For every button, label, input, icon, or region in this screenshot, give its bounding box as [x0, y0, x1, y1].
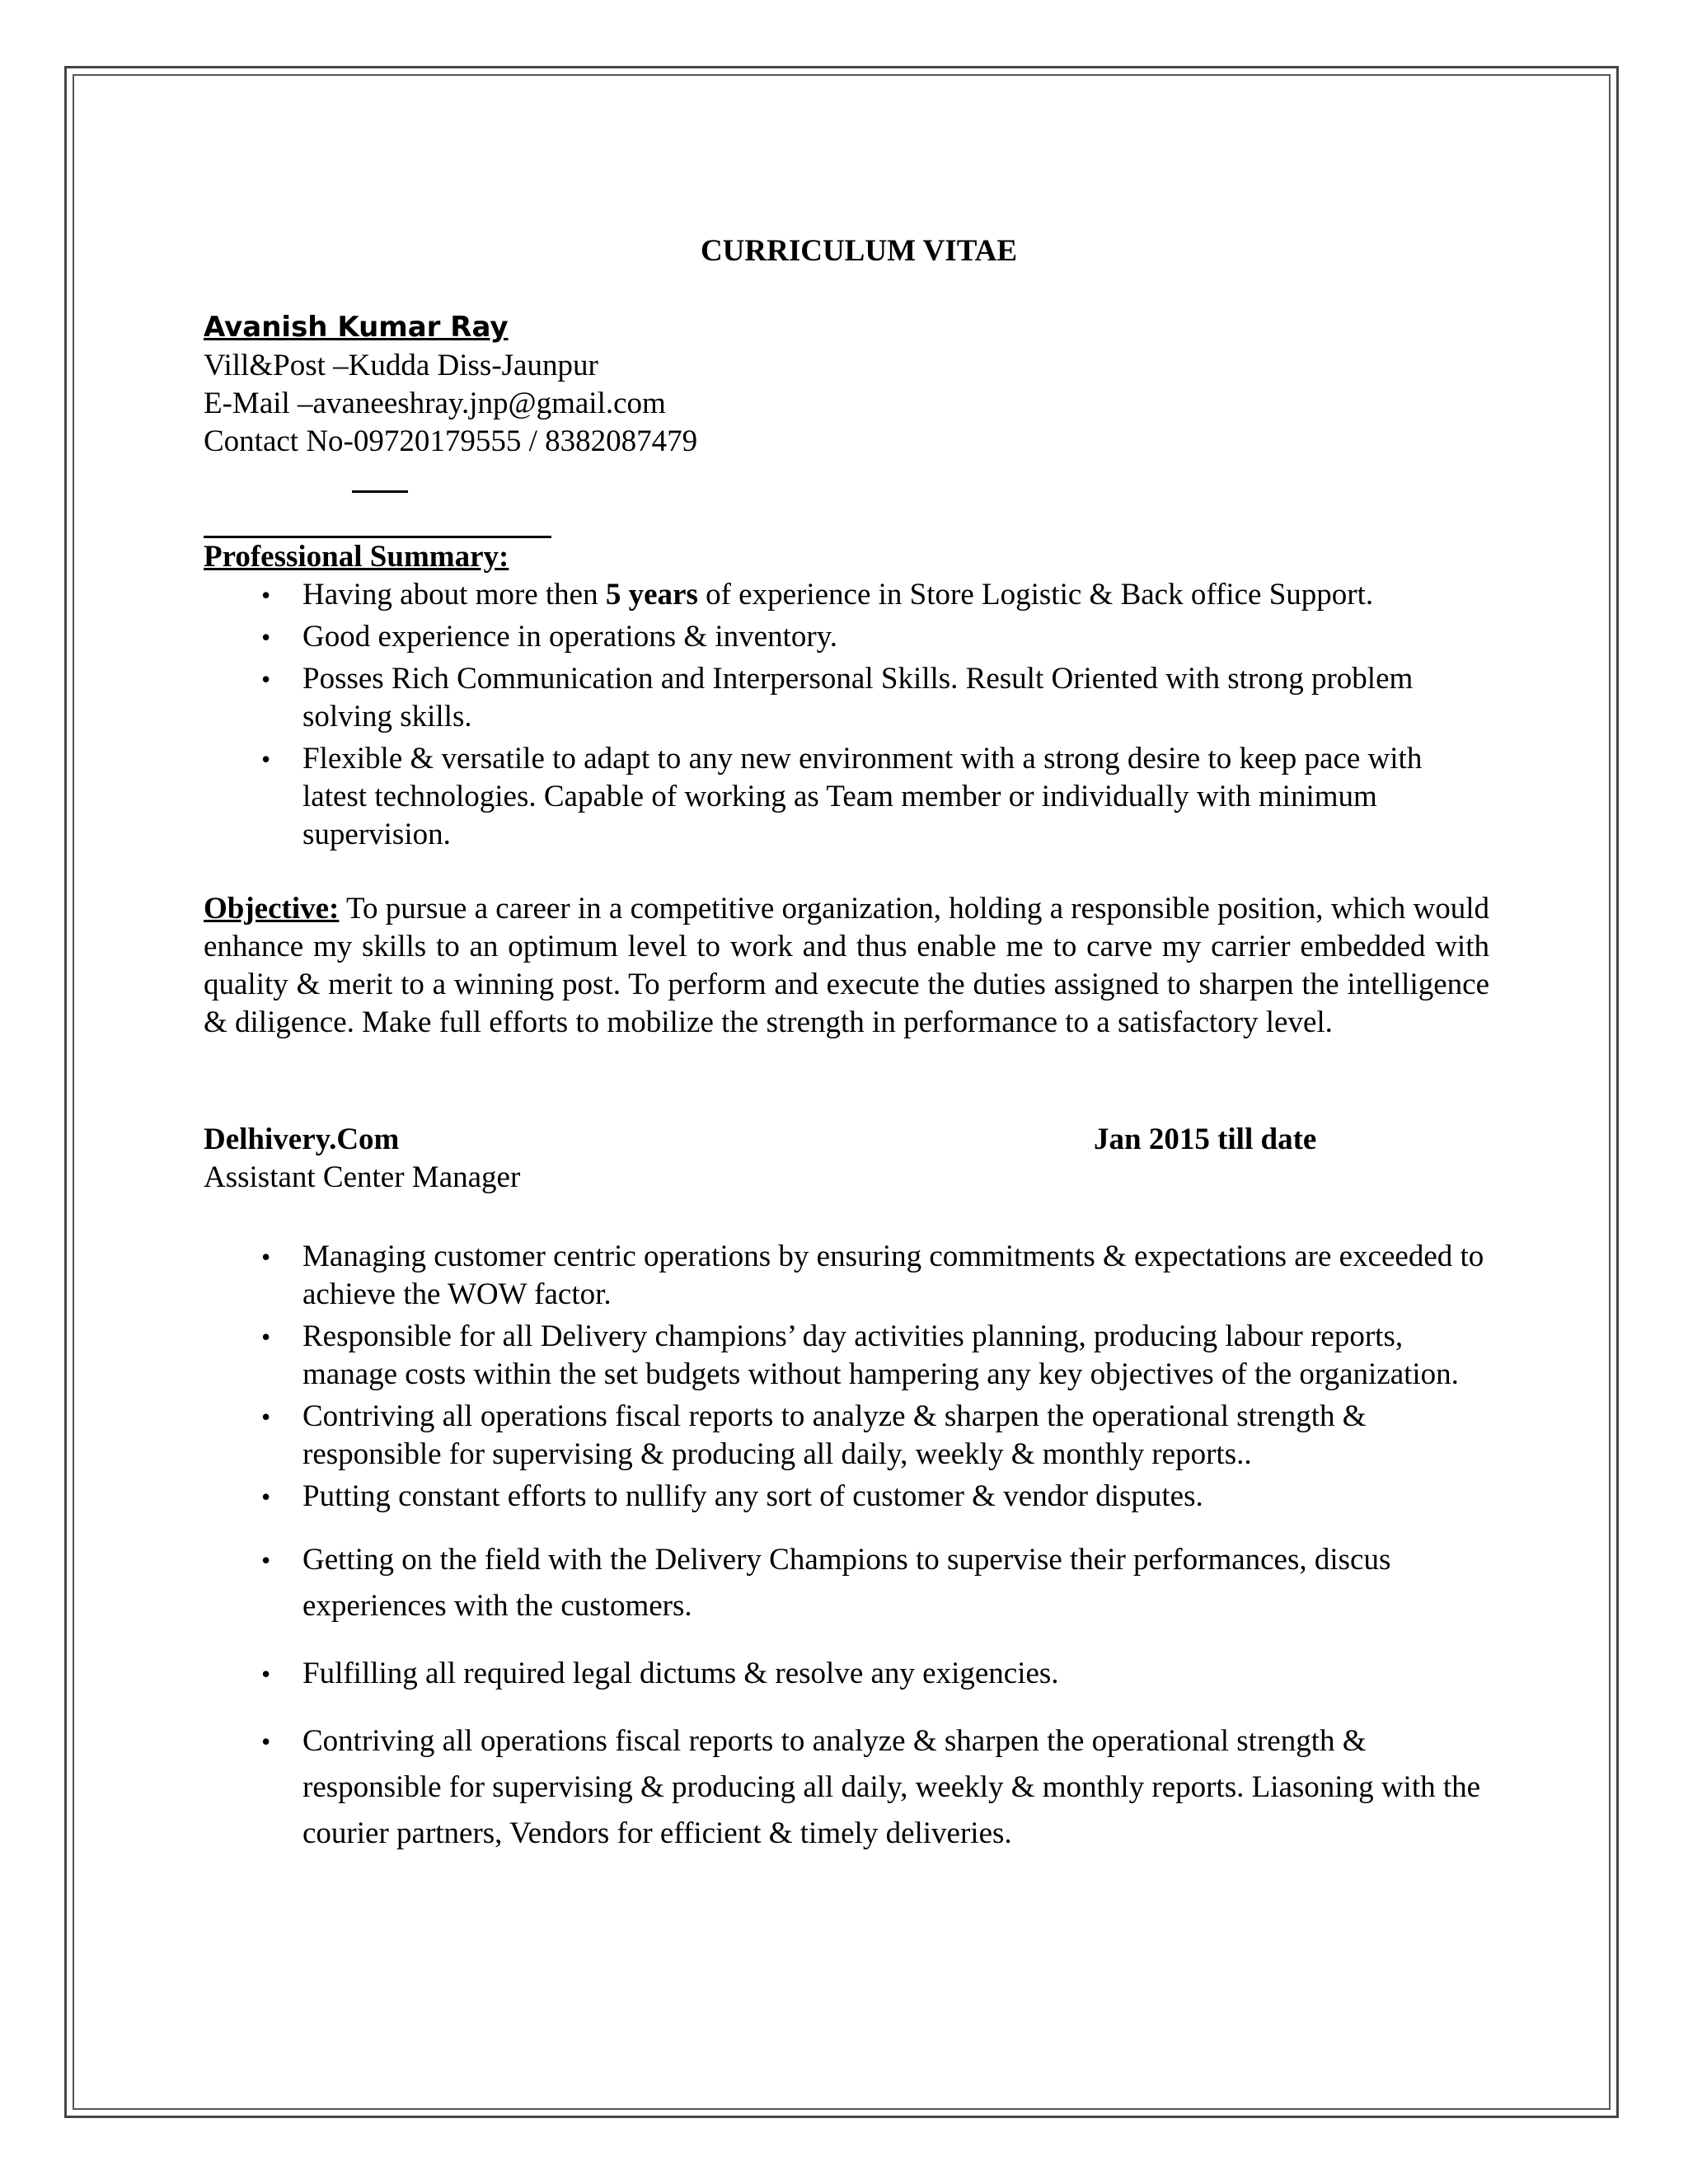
summary-text: Good experience in operations & inventory. [302, 620, 838, 654]
professional-summary-list [204, 576, 1489, 854]
summary-text: Posses Rich Communication and Interpersonal Skills. Result Oriented with strong problem solving skills. [302, 662, 1414, 733]
objective-heading: Objective: [204, 892, 340, 926]
list-item [261, 740, 1489, 854]
address-line: Vill&Post –Kudda Diss-Jaunpur [204, 349, 598, 382]
responsibility-text: Contriving all operations fiscal reports to analyze & sharpen the operational strength & responsible for supervising & producing all daily, weekly & monthly reports. Liasoning with the courier partners, Vendors for efficient & timely deliveries. [302, 1724, 1481, 1850]
short-dash-divider [352, 490, 408, 493]
professional-summary-heading: Professional Summary: [204, 540, 509, 574]
list-item [261, 618, 1489, 656]
company-name: Delhivery.Com [204, 1122, 400, 1156]
responsibility-text: Responsible for all Delivery champions’ day activities planning, producing labour reports, manage costs within the set budgets without hampering any key objectives of the organization. [302, 1319, 1459, 1391]
list-item [261, 1318, 1489, 1394]
list-item [261, 1651, 1489, 1697]
responsibility-text: Putting constant efforts to nullify any sort of customer & vendor disputes. [302, 1479, 1203, 1513]
objective-text: To pursue a career in a competitive organization, holding a responsible position, which would enhance my skills to an optimum level to work and thus enable me to carve my carrier embedded with quality & merit to a winning post. To perform and execute the duties assigned to sharpen the intelligence & diligence. Make full efforts to mobilize the strength in performance to a satisfactory level. [204, 892, 1489, 1039]
list-item [261, 1398, 1489, 1474]
bullet-icon: • [261, 580, 271, 610]
list-item [261, 1478, 1489, 1516]
bullet-icon: • [261, 622, 271, 652]
bullet-icon: • [261, 1402, 271, 1432]
list-item [261, 1238, 1489, 1314]
bullet-icon: • [261, 1482, 271, 1511]
job-period: Jan 2015 till date [1094, 1122, 1317, 1156]
bullet-icon: • [261, 1242, 271, 1272]
list-item [261, 1718, 1489, 1857]
responsibility-text: Fulfilling all required legal dictums & resolve any exigencies. [302, 1657, 1059, 1690]
list-item [261, 660, 1489, 736]
bullet-icon: • [261, 1659, 271, 1689]
contact-line: Contact No-09720179555 / 8382087479 [204, 424, 698, 458]
document-title: CURRICULUM VITAE [700, 234, 1018, 268]
cv-content [204, 232, 1489, 1861]
summary-bold: 5 years [605, 578, 698, 612]
responsibility-text: Contriving all operations fiscal reports to analyze & sharpen the operational strength & responsible for supervising & producing all daily, weekly & monthly reports.. [302, 1399, 1367, 1471]
job-header [204, 1121, 1489, 1159]
bullet-icon: • [261, 664, 271, 694]
job-role: Assistant Center Manager [204, 1160, 521, 1194]
job-responsibilities-list [204, 1238, 1489, 1857]
responsibility-text: Getting on the field with the Delivery Champions to supervise their performances, discus experiences with the customers. [302, 1543, 1391, 1623]
list-item [261, 576, 1489, 614]
bullet-icon: • [261, 1727, 271, 1756]
summary-text-end: of experience in Store Logistic & Back office Support. [697, 578, 1374, 612]
email-line: E-Mail –avaneeshray.jnp@gmail.com [204, 387, 666, 420]
candidate-name: Avanish Kumar Ray [204, 311, 509, 344]
summary-text: Flexible & versatile to adapt to any new environment with a strong desire to keep pace with latest technologies. Capable of working as Team member or individually with minimum supervision. [302, 742, 1423, 851]
objective-paragraph [204, 890, 1489, 1042]
bullet-icon: • [261, 744, 271, 774]
responsibility-text: Managing customer centric operations by ensuring commitments & expectations are exceeded to achieve the WOW factor. [302, 1240, 1484, 1311]
bullet-icon: • [261, 1322, 271, 1352]
summary-text: Having about more then [302, 578, 606, 612]
list-item [261, 1537, 1489, 1629]
bullet-icon: • [261, 1545, 271, 1575]
